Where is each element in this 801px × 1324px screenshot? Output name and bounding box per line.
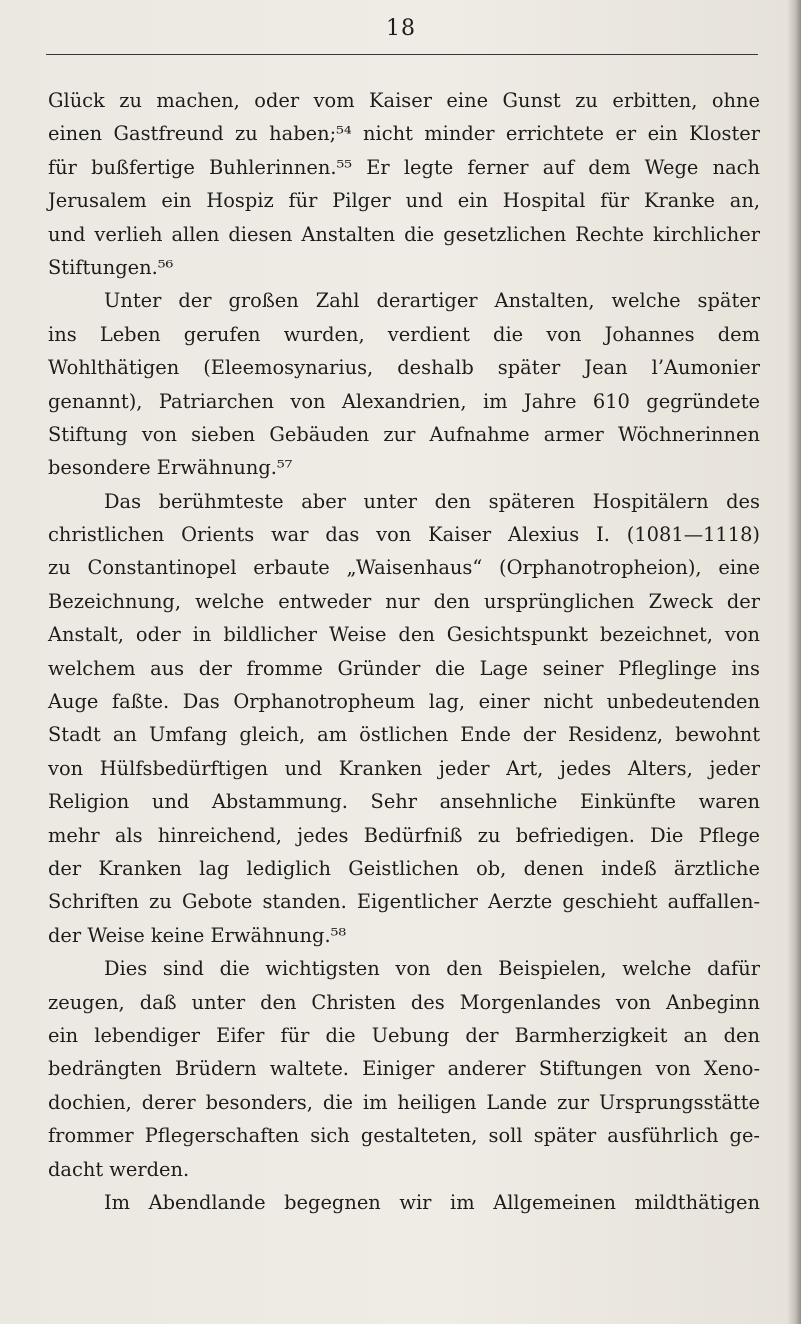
text-line: der Weise keine Erwähnung.⁵⁸ [48, 923, 347, 947]
text-line: bedrängten Brüdern waltete. Einiger anderer Stiftungen von Xeno- [48, 1057, 760, 1081]
text-line: besondere Erwähnung.⁵⁷ [48, 456, 293, 480]
text-line: frommer Pflegerschaften sich gestalteten, soll später ausführlich ge- [48, 1124, 760, 1148]
text-line: Schriften zu Gebote standen. Eigentlicher Aerzte geschieht auffallen- [48, 890, 760, 914]
text-line: und verlieh allen diesen Anstalten die gesetzlichen Rechte kirchlicher [48, 222, 760, 246]
text-line: Das berühmteste aber unter den späteren Hospitälern des [104, 489, 760, 513]
text-line: Wohlthätigen (Eleemosynarius, deshalb später Jean l’Aumonier [48, 356, 760, 380]
text-line: einen Gastfreund zu haben;⁵⁴ nicht minder errichtete er ein Kloster [48, 122, 760, 146]
text-line: für bußfertige Buhlerinnen.⁵⁵ Er legte ferner auf dem Wege nach [48, 155, 760, 179]
text-line: Jerusalem ein Hospiz für Pilger und ein Hospital für Kranke an, [48, 189, 760, 213]
text-line: genannt), Patriarchen von Alexandrien, im Jahre 610 gegründete [48, 389, 760, 413]
text-line: der Kranken lag lediglich Geistlichen ob, denen indeß ärztliche [48, 856, 760, 880]
text-line: Bezeichnung, welche entweder nur den ursprünglichen Zweck der [48, 589, 760, 613]
text-line: ein lebendiger Eifer für die Uebung der Barmherzigkeit an den [48, 1023, 760, 1047]
text-line: mehr als hinreichend, jedes Bedürfniß zu befriedigen. Die Pflege [48, 823, 760, 847]
text-line: Unter der großen Zahl derartiger Anstalten, welche später [104, 289, 760, 313]
text-line: Stiftung von sieben Gebäuden zur Aufnahme armer Wöchnerinnen [48, 422, 760, 446]
text-line: dacht werden. [48, 1157, 190, 1181]
text-line: von Hülfsbedürftigen und Kranken jeder Art, jedes Alters, jeder [48, 756, 760, 780]
text-line: Religion und Abstammung. Sehr ansehnliche Einkünfte waren [48, 790, 760, 814]
text-line: zu Constantinopel erbaute „Waisenhaus“ (Orphanotropheion), eine [48, 556, 760, 580]
text-line: dochien, derer besonders, die im heiligen Lande zur Ursprungsstätte [48, 1090, 760, 1114]
text-line: Glück zu machen, oder vom Kaiser eine Gunst zu erbitten, ohne [48, 89, 760, 112]
header-rule [46, 54, 758, 55]
text-line: Stiftungen.⁵⁶ [48, 255, 174, 279]
text-line: Dies sind die wichtigsten von den Beispielen, welche dafür [104, 957, 760, 981]
text-line: christlichen Orients war das von Kaiser Alexius I. (1081—1118) [48, 523, 760, 547]
body-text [48, 84, 760, 1219]
text-line: Stadt an Umfang gleich, am östlichen Ende der Residenz, bewohnt [48, 723, 760, 747]
text-line: ins Leben gerufen wurden, verdient die von Johannes dem [48, 322, 760, 346]
text-line: zeugen, daß unter den Christen des Morgenlandes von Anbeginn [48, 990, 760, 1014]
page-number: 18 [386, 16, 416, 41]
text-line: Anstalt, oder in bildlicher Weise den Gesichtspunkt bezeichnet, von [48, 623, 760, 647]
text-line: Auge faßte. Das Orphanotropheum lag, einer nicht unbedeutenden [48, 690, 760, 714]
text-line: Im Abendlande begegnen wir im Allgemeinen mildthätigen [104, 1190, 760, 1214]
page-edge-shadow [787, 0, 801, 1324]
text-line: welchem aus der fromme Gründer die Lage seiner Pfleglinge ins [48, 656, 760, 680]
